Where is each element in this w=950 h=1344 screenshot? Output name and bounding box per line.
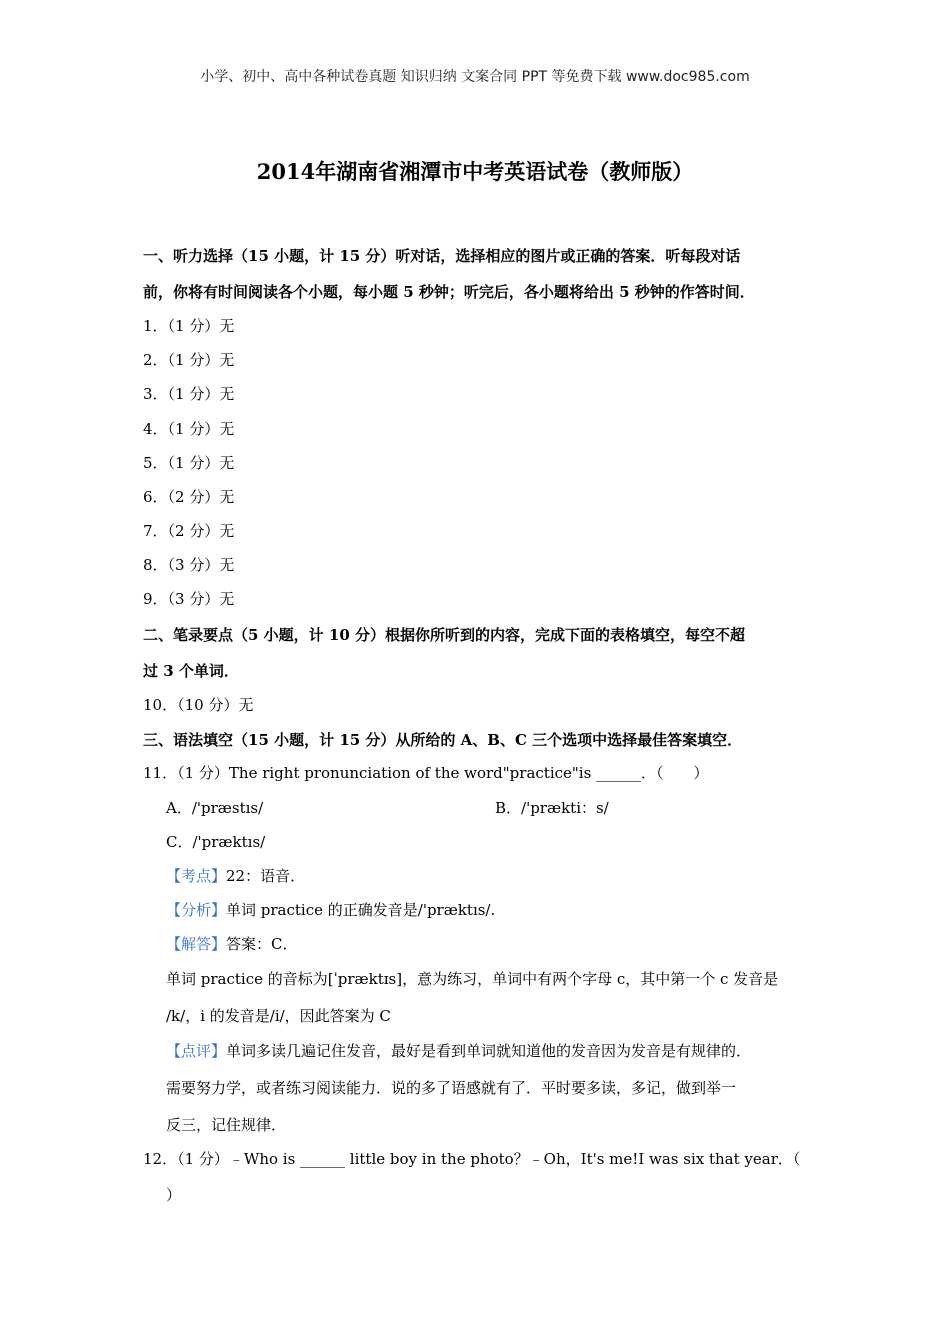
option-a: A．/'præstıs/: [166, 799, 264, 817]
section2-heading-line2: 过 3 个单词．: [143, 662, 239, 680]
list-item: 2．（1 分）无: [143, 351, 235, 369]
section1-heading-line1: 一、听力选择（15 小题，计 15 分）听对话，选择相应的图片或正确的答案．听每段对话: [143, 247, 741, 265]
question-12-stem: 12．（1 分）﹣Who is ______ little boy in the photo？﹣Oh，It's me!I was six that year．（: [143, 1150, 801, 1168]
kaodian-tag: 【考点】: [166, 867, 227, 885]
kaodian-row: [166, 866, 305, 886]
section3-heading: 三、语法填空（15 小题，计 15 分）从所给的 A、B、C 三个选项中选择最佳答案填空．: [143, 731, 743, 749]
kaodian-text: 22：语音．: [226, 867, 306, 885]
dianping-text: 单词多读几遍记住发音，最好是看到单词就知道他的发音因为发音是有规律的．: [226, 1042, 752, 1060]
fenxi-tag: 【分析】: [166, 901, 227, 919]
list-item: 9．（3 分）无: [143, 590, 235, 608]
jieda-tag: 【解答】: [166, 935, 227, 953]
explanation-line2: /k/，i 的发音是/i/，因此答案为 C: [166, 1007, 391, 1025]
jieda-row: [166, 934, 298, 954]
list-item: 4．（1 分）无: [143, 420, 235, 438]
page-title: 2014年湖南省湘潭市中考英语试卷（教师版）: [256, 159, 694, 184]
list-item: 5．（1 分）无: [143, 454, 235, 472]
dianping-line2: 需要努力学，或者练习阅读能力．说的多了语感就有了．平时要多读，多记，做到举一: [166, 1079, 737, 1097]
question-12-paren: ）: [166, 1186, 182, 1204]
list-item: 7．（2 分）无: [143, 522, 235, 540]
list-item: 1．（1 分）无: [143, 317, 235, 335]
jieda-text: 答案：C．: [226, 935, 298, 953]
fenxi-row: [166, 900, 495, 920]
section1-heading-line2: 前，你将有时间阅读各个小题，每小题 5 秒钟；听完后，各小题将给出 5 秒钟的作答时间．: [143, 283, 755, 301]
list-item: 10．（10 分）无: [143, 696, 254, 714]
page-header: 小学、初中、高中各种试卷真题 知识归纳 文案合同 PPT 等免费下载 www.doc985.com: [200, 69, 750, 85]
dianping-line3: 反三，记住规律．: [166, 1116, 287, 1134]
option-b: B．/'prækti：s/: [495, 799, 609, 817]
list-item: 8．（3 分）无: [143, 556, 235, 574]
option-c: C．/'præktıs/: [166, 833, 266, 851]
fenxi-text: 单词 practice 的正确发音是/'præktıs/.: [226, 901, 496, 919]
question-11-stem: 11．（1 分）The right pronunciation of the word"practice"is ______．（ ）: [143, 764, 709, 782]
list-item: 6．（2 分）无: [143, 488, 235, 506]
dianping-row: [166, 1041, 751, 1061]
explanation-line1: 单词 practice 的音标为[ˈpræktɪs]，意为练习，单词中有两个字母 c，其中第一个 c 发音是: [166, 970, 779, 988]
dianping-tag: 【点评】: [166, 1042, 227, 1060]
section2-heading-line1: 二、笔录要点（5 小题，计 10 分）根据你所听到的内容，完成下面的表格填空，每空不超: [143, 626, 745, 644]
list-item: 3．（1 分）无: [143, 385, 235, 403]
